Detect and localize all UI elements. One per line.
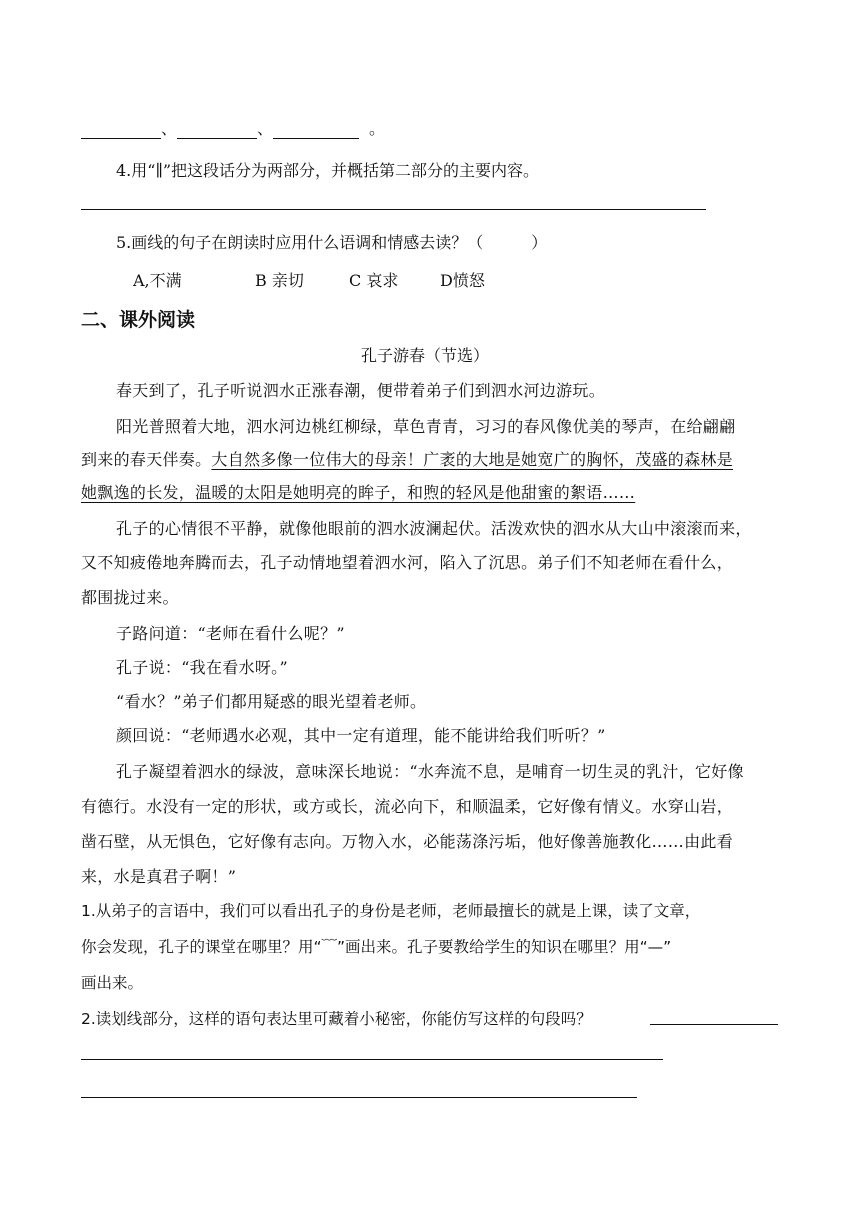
dialogue-1: 子路问道：“老师在看什么呢？” xyxy=(116,624,345,643)
passage-paragraph-1: 春天到了，孔子听说泗水正涨春潮，便带着弟子们到泗水河边游玩。 xyxy=(116,381,606,400)
answer-line-q4[interactable] xyxy=(81,209,706,210)
section-heading: 二、课外阅读 xyxy=(81,309,196,331)
underlined-sentence-part-1: 大自然多像一位伟大的母亲！广袤的大地是她宽广的胸怀，茂盛的森林是 xyxy=(211,450,734,469)
passage-paragraph-3-line-3: 都围拢过来。 xyxy=(81,588,179,607)
passage-title: 孔子游春（节选） xyxy=(361,346,490,365)
question-1-line-2: 你会发现，孔子的课堂在哪里？用“﹋”画出来。孔子要教给学生的知识在哪里？用“—” xyxy=(81,938,672,956)
p2-plain-text: 到来的春天伴奏。 xyxy=(81,450,212,469)
question-2 xyxy=(81,1007,592,1029)
passage-paragraph-4-line-4: 来，水是真君子啊！” xyxy=(81,867,237,886)
passage-paragraph-3-line-2: 又不知疲倦地奔腾而去，孔子动情地望着泗水河，陷入了沉思。弟子们不知老师在看什么， xyxy=(81,553,734,572)
blank-separator-1: 、 xyxy=(161,119,178,138)
answer-blank-3[interactable] xyxy=(273,120,359,139)
question-2-text: 2.读划线部分，这样的语句表达里可藏着小秘密，你能仿写这样的句段吗？ xyxy=(81,1010,592,1028)
answer-blank-2[interactable] xyxy=(177,120,257,139)
q5-option-b[interactable]: B 亲切 xyxy=(255,271,304,290)
passage-paragraph-4-line-1: 孔子凝望着泗水的绿波，意味深长地说：“水奔流不息，是哺育一切生灵的乳汁，它好像 xyxy=(116,762,744,781)
passage-paragraph-2-line-2 xyxy=(81,447,733,470)
blank-separator-2: 、 xyxy=(257,119,274,138)
blank-end-mark: 。 xyxy=(369,119,386,138)
dialogue-3: “看水？”弟子们都用疑惑的眼光望着老师。 xyxy=(116,692,427,711)
answer-line-q2-1[interactable] xyxy=(81,1059,663,1060)
question-1-line-3: 画出来。 xyxy=(81,974,144,992)
question-5: 5.画线的句子在朗读时应用什么语调和情感去读？（ ） xyxy=(116,233,548,252)
passage-paragraph-4-line-3: 凿石壁，从无惧色，它好像有志向。万物入水，必能荡涤污垢，他好像善施教化……由此看 xyxy=(81,832,734,851)
q5-option-c[interactable]: C 哀求 xyxy=(349,271,399,290)
question-4: 4.用“∥”把这段话分为两部分，并概括第二部分的主要内容。 xyxy=(116,161,540,180)
question-1-line-1: 1.从弟子的言语中，我们可以看出孔子的身份是老师，老师最擅长的就是上课，读了文章， xyxy=(81,902,701,920)
top-answer-blanks xyxy=(81,116,385,139)
dialogue-2: 孔子说：“我在看水呀。” xyxy=(116,658,288,677)
passage-paragraph-4-line-2: 有德行。水没有一定的形状，或方或长，流必向下，和顺温柔，它好像有情义。水穿山岩， xyxy=(81,797,734,816)
underlined-sentence-part-2: 她飘逸的长发，温暖的太阳是她明亮的眸子，和煦的轻风是他甜蜜的絮语…… xyxy=(81,483,636,502)
q5-option-a[interactable]: A,不满 xyxy=(133,271,182,290)
passage-paragraph-2-line-1: 阳光普照着大地，泗水河边桃红柳绿，草色青青，习习的春风像优美的琴声，在给翩翩 xyxy=(116,417,736,436)
answer-blank-1[interactable] xyxy=(81,120,161,139)
passage-paragraph-3-line-1: 孔子的心情很不平静，就像他眼前的泗水波澜起伏。活泼欢快的泗水从大山中滚滚而来， xyxy=(116,519,752,538)
dialogue-4: 颜回说：“老师遇水必观，其中一定有道理，能不能讲给我们听听？” xyxy=(116,726,606,745)
answer-line-q2-2[interactable] xyxy=(81,1097,637,1098)
q5-option-d[interactable]: D愤怒 xyxy=(440,271,485,290)
answer-line-q2-inline[interactable] xyxy=(650,1024,778,1025)
